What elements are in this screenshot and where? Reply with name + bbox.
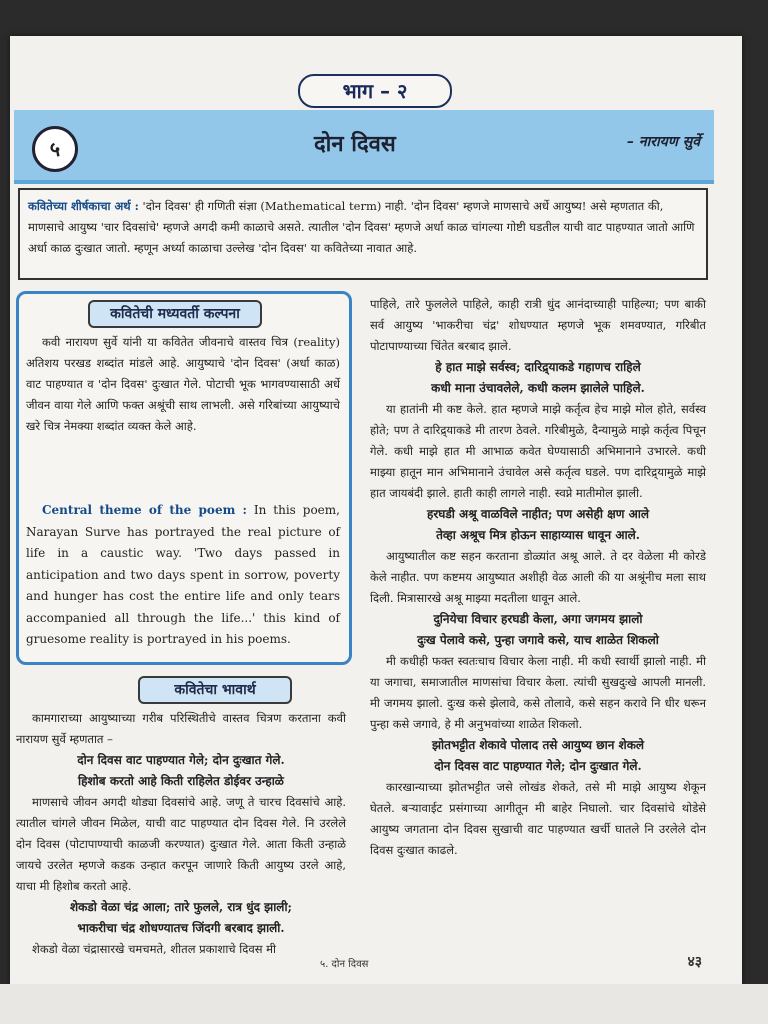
verse-line: तेव्हा अश्रूच मित्र होऊन साहाय्यास धावून आले. [436, 528, 640, 542]
title-meaning-text: 'दोन दिवस' ही गणिती संज्ञा (Mathematical term) नाही. 'दोन दिवस' म्हणजे माणसाचे अर्धे आयुष्य! असे म्हणतात की, माणसाचे आयुष्य 'चार दिवसांचे' म्हणजे अगदी कमी काळाचे असते. त्यातील 'दोन दिवस' म्हणजे अर्धा काळ चांगल्या गोष्टी घडतील याची वाट पाहण्यात जातो आणि अर्धा काळ दुःखात जातो. म्हणून अर्ध्या काळाचा उल्लेख 'दोन दिवस' या कवितेच्या नावात आहे. [28, 199, 695, 255]
verse-line: कधी माना उंचावलेले, कधी कलम झालेले पाहिले. [431, 381, 645, 395]
central-idea-heading: कवितेची मध्यवर्ती कल्पना [88, 300, 262, 328]
central-theme-text: In this poem, Narayan Surve has portrayed the real picture of life in a caustic way. 'Two days passed in anticipation and two days spent in sorrow, poverty and hunger has cost the entire life and only tears accompanied all through the life...' this kind of gruesome reality is portrayed in his poems. [26, 503, 340, 646]
verse-line: दुःख पेलावे कसे, पुन्हा जगावे कसे, याच शाळेत शिकलो [417, 633, 659, 647]
verse-line: हरघडी अश्रू वाळविले नाहीत; पण असेही क्षण आले [426, 507, 650, 521]
chapter-title: दोन दिवस [314, 132, 396, 157]
explanation-paragraph: शेकडो वेळा चंद्रासारखे चमचमते, शीतल प्रकाशाचे दिवस मी [32, 942, 277, 956]
part-title: भाग – २ [298, 74, 452, 108]
verse-line: दुनियेचा विचार हरघडी केला, अगा जगमय झालो [433, 612, 643, 626]
explanation-paragraph: कारखान्याच्या झोतभट्टीत जसे लोखंड शेकते, तसे मी माझे आयुष्य शेकून घेतले. बऱ्यावाईट प्रसंगाच्या आगीतून मी बाहेर निघालो. चार दिवसांचे थोडेसे आयुष्य जगताना दोन दिवस सुखाची वाट पाहण्यात खर्ची घातले नि उरलेले दोन दिवस दुःखात काढले. [370, 780, 706, 857]
verse-line: झोतभट्टीत शेकावे पोलाद तसे आयुष्य छान शेकले [431, 738, 645, 752]
chapter-number: ५ [32, 126, 78, 172]
verse-line: भाकरीचा चंद्र शोधण्यातच जिंदगी बरबाद झाली. [77, 921, 285, 935]
explanation-paragraph: माणसाचे जीवन अगदी थोड्या दिवसांचे आहे. जणू ते चारच दिवसांचे आहे. त्यातील चांगले जीवन मिळेल, याची वाट पाहण्यात दोन दिवस गेले. नि उरलेले दोन दिवस (पोटापाण्याची काळजी करण्यात) दुःखात गेले. आता किती उन्हाळे जायचे उरलेत म्हणजे कडक उन्हात करपून जाणारे किती आयुष्य उरले आहे, याचा मी हिशोब करतो आहे. [16, 795, 346, 893]
meaning-heading: कवितेचा भावार्थ [138, 676, 292, 704]
chapter-banner [14, 110, 714, 184]
verse-line: हिशोब करतो आहे किती राहिलेत डोईवर उन्हाळे [78, 774, 284, 788]
footer-chapter: ५. दोन दिवस [320, 959, 369, 970]
meaning-left-column [16, 708, 346, 960]
central-idea-marathi: कवी नारायण सुर्वे यांनी या कवितेत जीवनाचे वास्तव चित्र (reality) अतिशय परखड शब्दांत मांडले आहे. आयुष्याचे 'दोन दिवस' (अर्धा काळ) वाट पाहण्यात व 'दोन दिवस' दुःखात गेले. पोटाची भूक भागवण्यासाठी अर्धे जीवन वाया गेले आणि फक्त अश्रूंची साथ लाभली. असे गरिबांच्या आयुष्याचे खरे चित्र नेमक्या शब्दांत व्यक्त केले आहे. [26, 335, 340, 433]
central-idea-english [26, 500, 340, 651]
explanation-paragraph: पाहिले, तारे फुललेले पाहिले, काही रात्री धुंद आनंदाच्याही पाहिल्या; पण बाकी सर्व आयुष्य 'भाकरीचा चंद्र' शोधण्यात म्हणजे भूक शमवण्यात, गरिबीत पोटापाण्याच्या चिंतेत बरबाद झाले. [370, 297, 706, 353]
textbook-page [10, 36, 742, 984]
verse-line: दोन दिवस वाट पाहण्यात गेले; दोन दुःखात गेले. [77, 753, 285, 767]
meaning-right-column [370, 294, 706, 861]
verse-line: शेकडो वेळा चंद्र आला; तारे फुलले, रात्र धुंद झाली; [70, 900, 292, 914]
background-surface [0, 984, 768, 1024]
explanation-paragraph: आयुष्यातील कष्ट सहन करताना डोळ्यांत अश्रू आले. ते दर वेळेला मी कोरडे केले नाहीत. पण कष्टमय आयुष्यात अशीही वेळ आली की या अश्रूंनीच मला साथ दिली. मित्रासारखे अश्रू माझ्या मदतीला धावून आले. [370, 549, 706, 605]
central-theme-lead: Central theme of the poem : [42, 503, 247, 517]
verse-line: हे हात माझे सर्वस्व; दारिद्र्याकडे गहाणच राहिले [435, 360, 641, 374]
title-meaning-lead: कवितेच्या शीर्षकाचा अर्थ : [28, 199, 139, 213]
title-meaning-box [18, 188, 708, 280]
explanation-paragraph: कामगाराच्या आयुष्याच्या गरीब परिस्थितीचे वास्तव चित्रण करताना कवी नारायण सुर्वे म्हणतात – [16, 711, 346, 746]
verse-line: दोन दिवस वाट पाहण्यात गेले; दोन दुःखात गेले. [434, 759, 642, 773]
explanation-paragraph: या हातांनी मी कष्ट केले. हात म्हणजे माझे कर्तृत्व हेच माझे मोल होते, सर्वस्व होते; पण ते दारिद्र्याकडे मी तारण ठेवले. गरिबीमुळे, दैन्यामुळे माझे कर्तृत्व पिचून गेले. कधी माझे हात मी आभाळ कवेत घेण्यासाठी अभिमानाने उभारले. कधी माझ्या हातून मान अभिमानाने उंचावेल असे कर्तृत्व घडले. पण दारिद्र्यामुळे माझे हात जायबंदी झाले. हाती काही लागले नाही. स्वप्ने मातीमोल झाली. [370, 402, 706, 500]
page-number: ४३ [687, 954, 702, 970]
chapter-author: – नारायण सुर्वे [627, 134, 700, 150]
explanation-paragraph: मी कधीही फक्त स्वतःचाच विचार केला नाही. मी कधी स्वार्थी झालो नाही. मी या जगाचा, समाजातील माणसांचा विचार केला. त्यांची सुखदुःखे आपली मानली. मी जगमय झालो. दुःख कसे झेलावे, कसे तोलावे, कसे सहन करावे नि धीर धरून पुन्हा कसे जगावे, हे मी अनुभवांच्या शाळेत शिकलो. [370, 654, 706, 731]
